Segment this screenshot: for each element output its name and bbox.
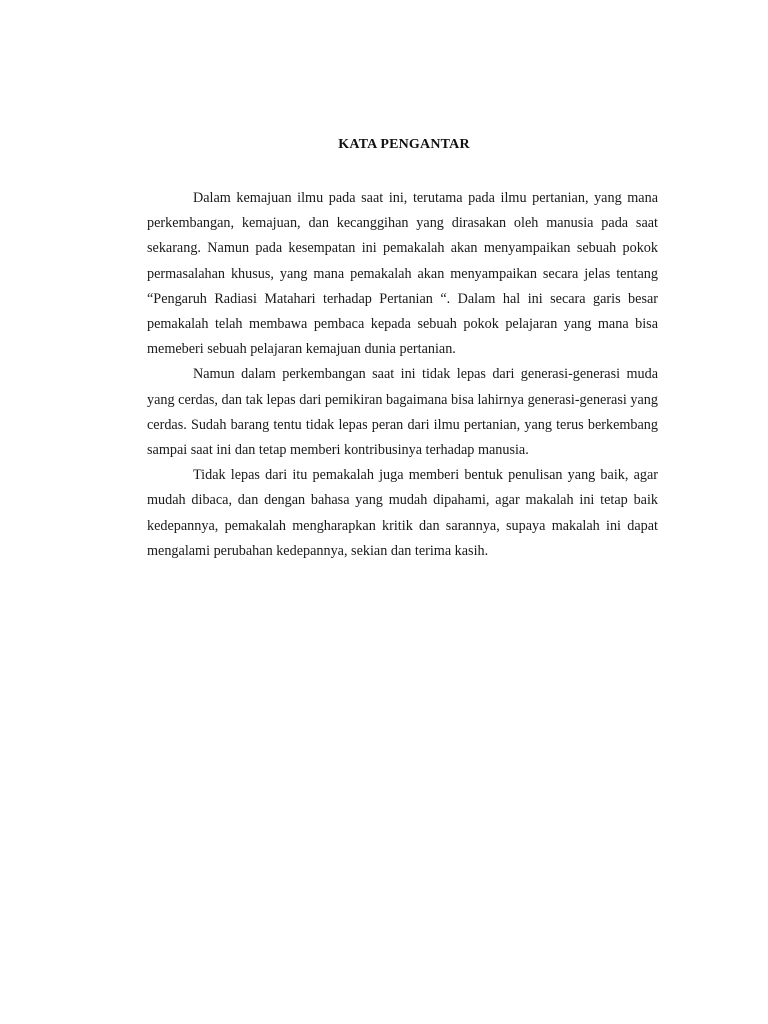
page-title: KATA PENGANTAR (338, 137, 470, 152)
paragraph-3: Tidak lepas dari itu pemakalah juga memberi bentuk penulisan yang baik, agar mudah dibaca, dan dengan bahasa yang mudah dipahami, agar makalah ini tetap baik kedepannya, pemakalah mengharapkan kritik dan sarannya, supaya makalah ini dapat mengalami perubahan kedepannya, sekian dan terima kasih. (147, 467, 658, 559)
paragraph-1: Dalam kemajuan ilmu pada saat ini, terutama pada ilmu pertanian, yang mana perkembangan, kemajuan, dan kecanggihan yang dirasakan oleh manusia pada saat sekarang. Namun pada kesempatan ini pemakalah akan menyampaikan sebuah pokok permasalahan khusus, yang mana pemakalah akan menyampaikan secara jelas tentang “Pengaruh Radiasi Matahari terhadap Pertanian “. Dalam hal ini secara garis besar pemakalah telah membawa pembaca kepada sebuah pokok pelajaran yang mana bisa memeberi sebuah pelajaran kemajuan dunia pertanian. (147, 190, 658, 358)
document-body (147, 186, 658, 564)
paragraph-2: Namun dalam perkembangan saat ini tidak lepas dari generasi-generasi muda yang cerdas, dan tak lepas dari pemikiran bagaimana bisa lahirnya generasi-generasi yang cerdas. Sudah barang tentu tidak lepas peran dari ilmu pertanian, yang terus berkembang sampai saat ini dan tetap memberi kontribusinya terhadap manusia. (147, 366, 658, 459)
